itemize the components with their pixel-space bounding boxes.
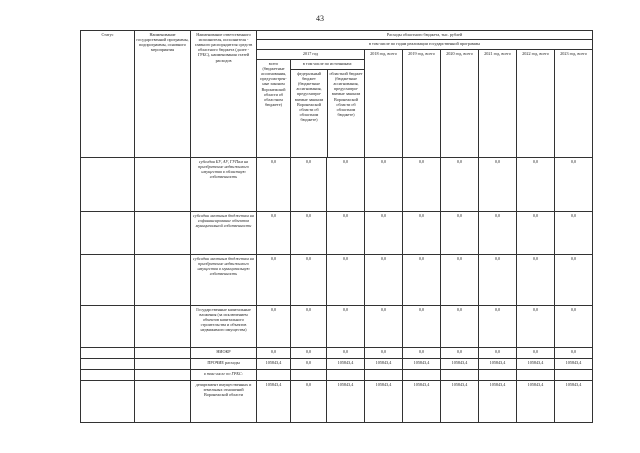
header-year-2020: 2020 год, всего: [441, 50, 479, 158]
row-label: субсидии местным бюджетам на софинансирование объектов муниципальной собственности: [191, 212, 257, 255]
row-label: в том числе по ГРБС:: [191, 370, 257, 381]
header-year-2017: 2017 год: [257, 50, 365, 60]
header-expenses-subtitle: в том числе по годам реализации государственной программы: [257, 40, 593, 50]
header-sources: [291, 60, 365, 158]
header-total-2017: всего (бюджетные ассигнования, предусмотрен-ные законом Воронежской области об областном бюджете): [257, 60, 291, 158]
header-year-2019: 2019 год, всего: [403, 50, 441, 158]
table-row: НИОКР 0,0 0,0 0,0 0,0 0,0 0,0 0,0 0,0 0,0: [81, 348, 593, 359]
table-row: субсидии БУ, АУ, ГУПам на приобретение недвижимого имущества в областную собственность 0,0 0,0 0,0 0,0 0,0 0,0 0,0 0,0 0,0: [81, 158, 593, 212]
row-label: департамент имущественных и земельных отношений Воронежской области: [191, 381, 257, 423]
sources-subtable: [291, 60, 364, 157]
header-year-2022: 2022 год, всего: [517, 50, 555, 158]
row-label: ПРОЧИЕ расходы: [191, 359, 257, 370]
row-label: субсидии местным бюджетам на приобретение недвижимого имущества в муниципальную собственность: [191, 255, 257, 306]
header-federal: федеральный бюджет (бюджетные ассигнования, предусматри-ваемые законом Воронежской области об областном бюджете): [291, 70, 328, 158]
header-regional: областной бюджет (бюджетные ассигнования, предусматри-ваемые законом Воронежской области об областном бюджете): [329, 70, 363, 118]
header-year-2023: 2023 год, всего: [555, 50, 593, 158]
header-executor-name: Наименование ответственного исполнителя, исполнителя - главного распорядителя средств областного бюджета (далее - ГРБС), наименования статей расходов: [191, 31, 257, 158]
table-row: департамент имущественных и земельных отношений Воронежской области 105843,4 0,0 105843,4 105843,4 105843,4 105843,4 105843,4 105843,4 105843,4: [81, 381, 593, 423]
table-row: ПРОЧИЕ расходы 105843,4 0,0 105843,4 105843,4 105843,4 105843,4 105843,4 105843,4 105843,4: [81, 359, 593, 370]
page-number: 43: [316, 14, 324, 23]
header-status: Статус: [81, 31, 135, 158]
table-row: субсидии местным бюджетам на софинансирование объектов муниципальной собственности 0,0 0,0 0,0 0,0 0,0 0,0 0,0 0,0 0,0: [81, 212, 593, 255]
header-expenses-title: Расходы областного бюджета, тыс. рублей: [257, 31, 593, 40]
table-row: Государственные капитальные вложения (за исключением объектов капитального строительства и объектов недвижимого имущества) 0,0 0,0 0,0 0,0 0,0 0,0 0,0 0,0 0,0: [81, 306, 593, 348]
row-label: Государственные капитальные вложения (за исключением объектов капитального строительства и объектов недвижимого имущества): [191, 306, 257, 348]
header-year-2021: 2021 год, всего: [479, 50, 517, 158]
row-label: субсидии БУ, АУ, ГУПам на приобретение недвижимого имущества в областную собственность: [191, 158, 257, 212]
row-label: НИОКР: [191, 348, 257, 359]
header-program-name: Наименование государственной программы, подпрограммы, основного мероприятия: [135, 31, 191, 158]
header-year-2018: 2018 год, всего: [365, 50, 403, 158]
table-row: [81, 370, 593, 381]
budget-table: [80, 30, 593, 423]
header-sources-title: в том числе по источникам:: [291, 60, 364, 70]
table-row: субсидии местным бюджетам на приобретение недвижимого имущества в муниципальную собственность 0,0 0,0 0,0 0,0 0,0 0,0 0,0 0,0 0,0: [81, 255, 593, 306]
